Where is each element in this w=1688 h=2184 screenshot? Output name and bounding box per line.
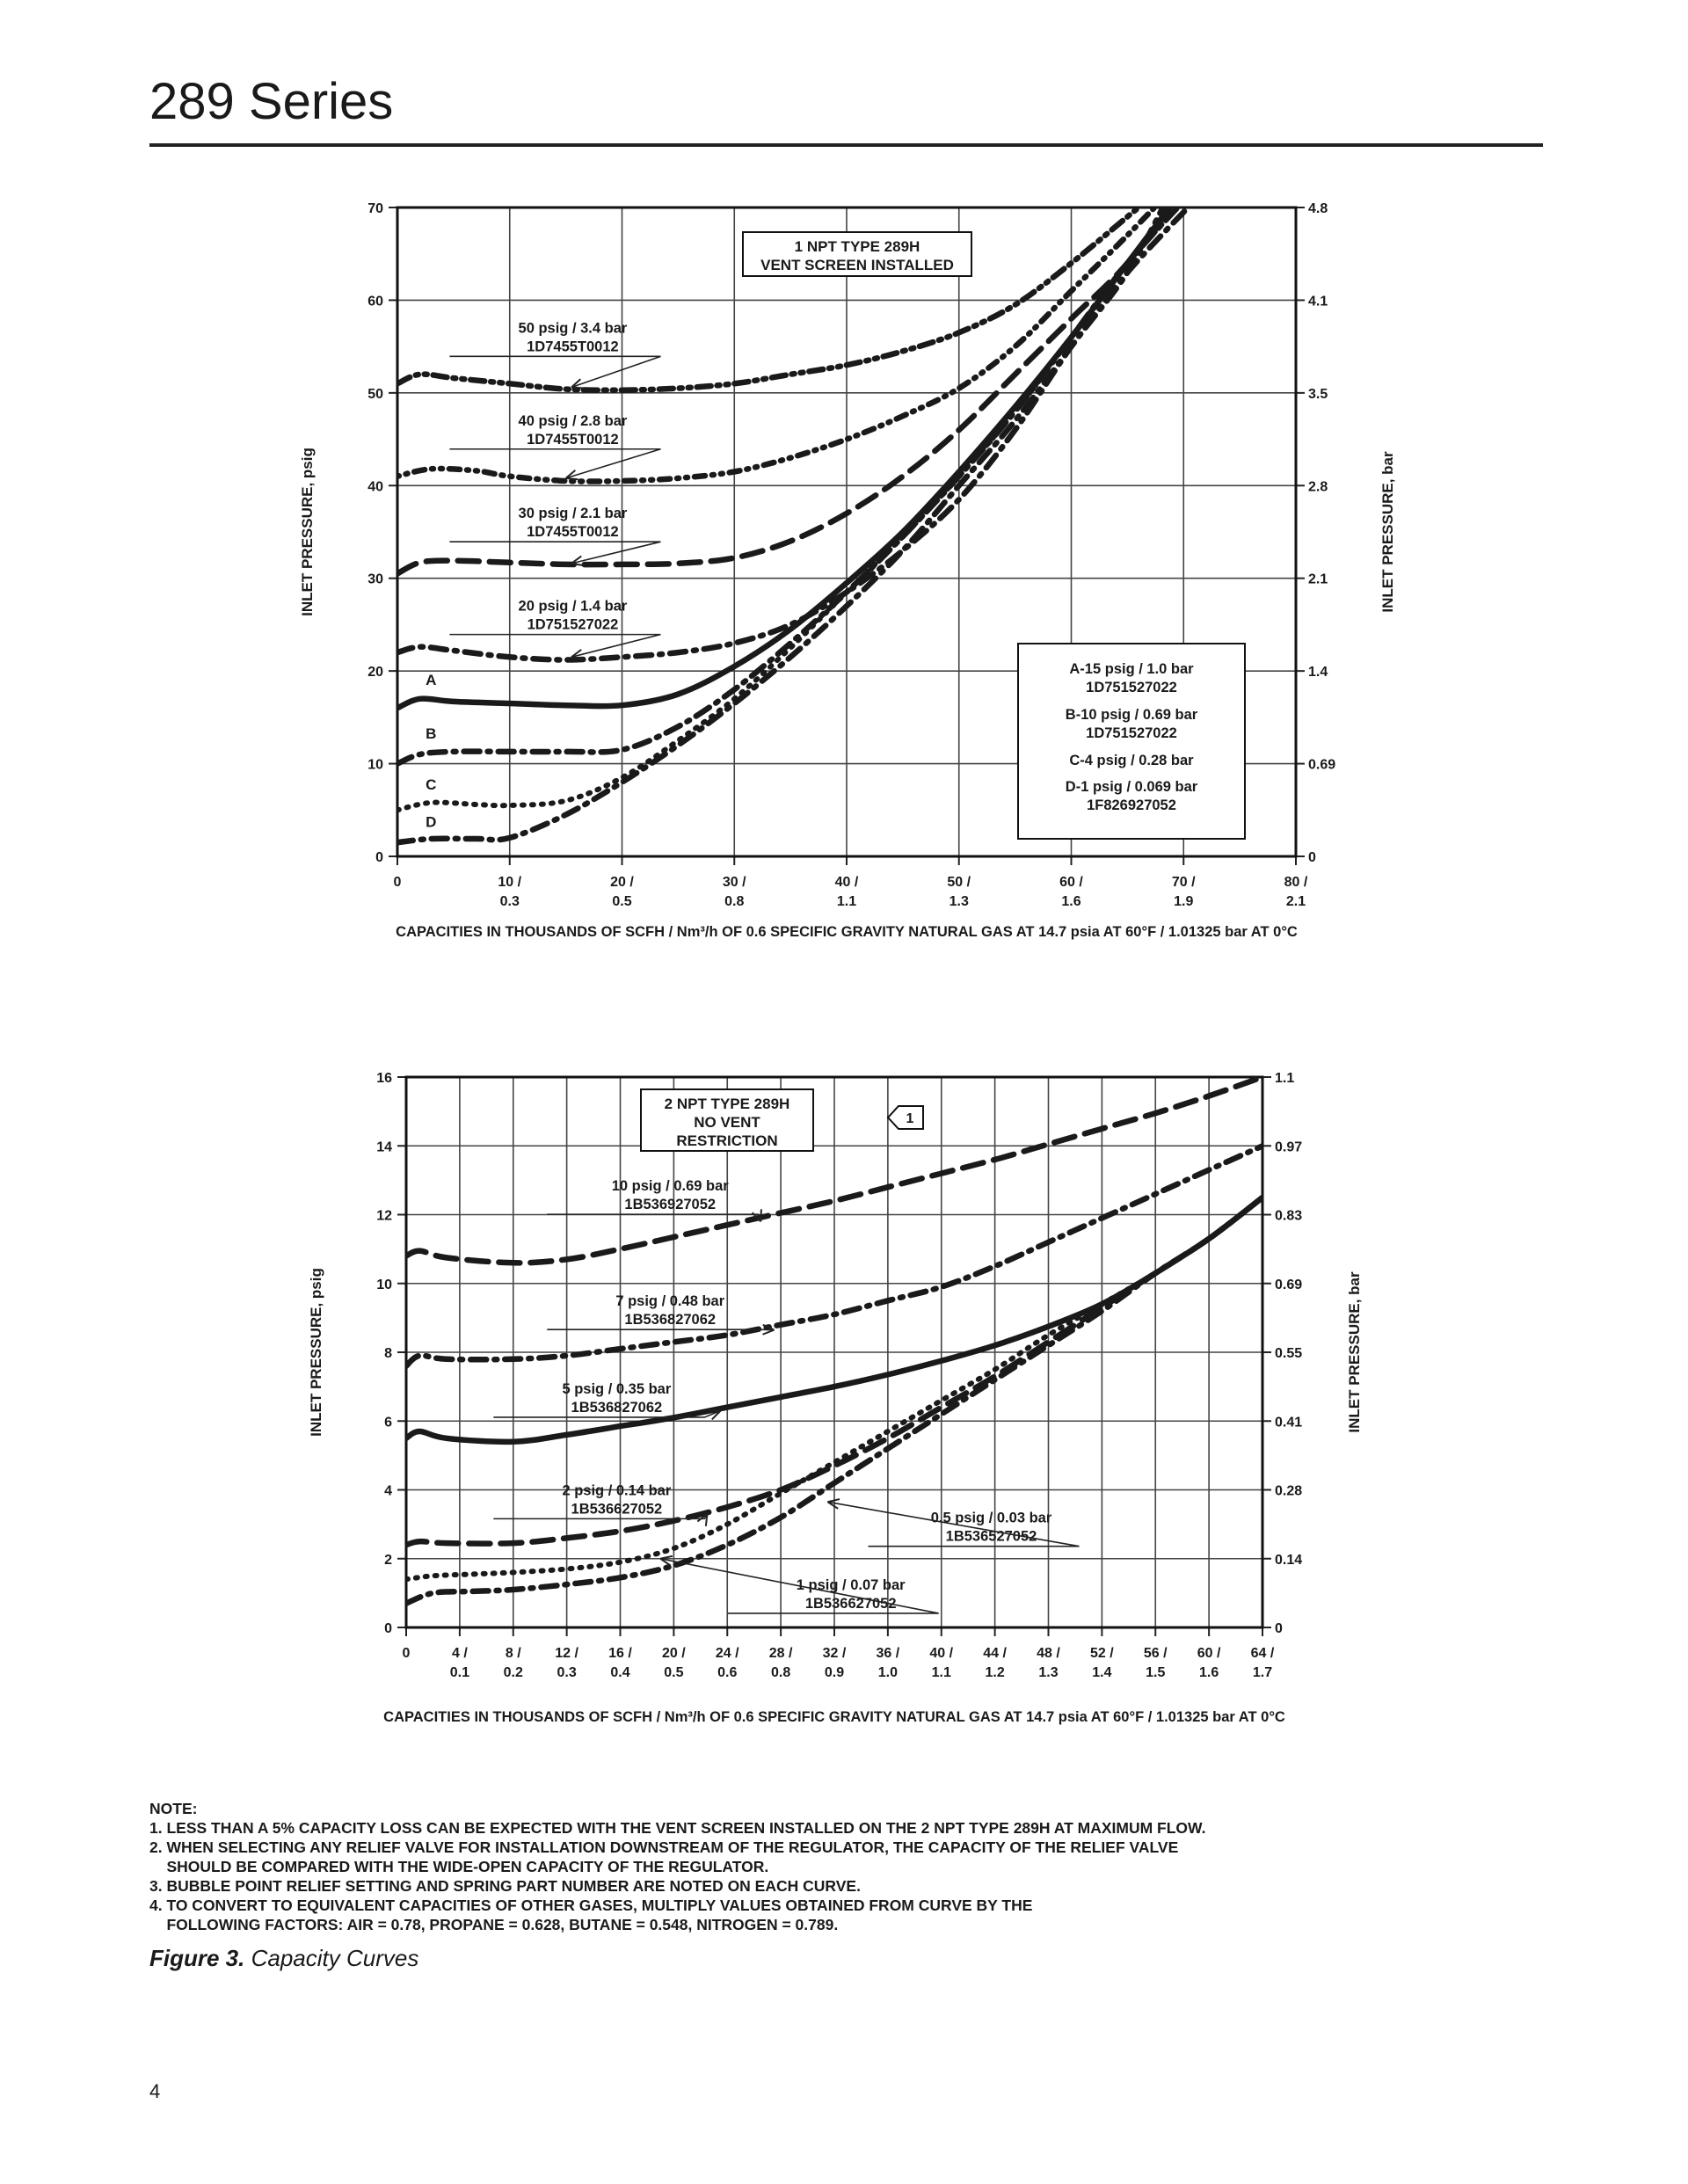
notes-heading: NOTE:	[149, 1800, 198, 1817]
chart-title: 2 NPT TYPE 289H NO VENT RESTRICTION	[664, 1096, 790, 1149]
x-tick-label: 20 / 0.5	[610, 875, 634, 909]
x-tick-label: 24 / 0.6	[715, 1646, 739, 1680]
y-tick-label-right: 0.97	[1275, 1139, 1303, 1155]
x-tick-label: 12 / 0.3	[555, 1646, 578, 1680]
y-tick-label-right: 2.1	[1308, 571, 1328, 587]
x-tick-label: 70 / 1.9	[1171, 875, 1196, 909]
y-tick-label-right: 0	[1275, 1621, 1283, 1636]
y-tick-label-right: 0.41	[1275, 1415, 1303, 1431]
y-tick-label: 0	[375, 850, 383, 865]
note-line: 4. TO CONVERT TO EQUIVALENT CAPACITIES OF OTHER GASES, MULTIPLY VALUES OBTAINED FROM CURVE BY THE	[149, 1896, 1033, 1914]
y-tick-label-right: 0.55	[1275, 1346, 1303, 1361]
y-axis-label: INLET PRESSURE, psig	[299, 448, 316, 616]
x-tick-label: 50 / 1.3	[947, 875, 971, 909]
y-tick-label: 70	[367, 201, 383, 216]
x-tick-label: 48 / 1.3	[1037, 1646, 1060, 1680]
y-tick-label-right: 0.69	[1308, 757, 1336, 773]
y-tick-label: 10	[376, 1277, 392, 1292]
y-tick-label-right: 1.4	[1308, 665, 1328, 681]
y-tick-label-right: 0.14	[1275, 1552, 1303, 1568]
y-tick-label: 60	[367, 294, 383, 309]
y-tick-label: 40	[367, 479, 383, 495]
notes-block	[149, 1799, 1205, 1934]
x-tick-label: 52 / 1.4	[1090, 1646, 1114, 1680]
callout-label: 1 psig / 0.07 bar 1B536627052	[796, 1576, 906, 1612]
capacity-chart-2npt	[0, 1051, 1688, 1754]
x-tick-label: 20 / 0.5	[662, 1646, 686, 1680]
note-line: FOLLOWING FACTORS: AIR = 0.78, PROPANE = 0.628, BUTANE = 0.548, NITROGEN = 0.789.	[149, 1916, 839, 1933]
page-title: 289 Series	[149, 73, 394, 130]
callout-label: 40 psig / 2.8 bar 1D7455T0012	[518, 412, 628, 448]
y-tick-label: 4	[384, 1483, 392, 1499]
curve-letter: A	[426, 671, 437, 688]
figure-label: Figure 3.	[149, 1945, 245, 1971]
y-tick-label-right: 0.69	[1275, 1277, 1303, 1292]
y-tick-label-right: 0.83	[1275, 1208, 1303, 1224]
y-tick-label-right: 3.5	[1308, 386, 1328, 402]
y-tick-label: 8	[384, 1346, 392, 1361]
callout-label: 50 psig / 3.4 bar 1D7455T0012	[518, 320, 628, 355]
x-tick-label: 56 / 1.5	[1143, 1646, 1168, 1680]
callout-label: 2 psig / 0.14 bar 1B536627052	[562, 1482, 672, 1518]
x-tick-label: 32 / 0.9	[822, 1646, 847, 1680]
figure-caption-text: Capacity Curves	[244, 1945, 419, 1971]
page-number: 4	[149, 2080, 161, 2102]
y-axis-label-right: INLET PRESSURE, bar	[1379, 451, 1396, 613]
x-tick-label: 40 / 1.1	[834, 875, 859, 909]
callout-label: 5 psig / 0.35 bar 1B536827062	[562, 1380, 672, 1416]
legend-entry: D-1 psig / 0.069 bar	[1065, 779, 1198, 795]
figure-caption	[149, 1945, 418, 1972]
y-tick-label: 2	[384, 1552, 392, 1568]
callout-label: 30 psig / 2.1 bar 1D7455T0012	[518, 506, 628, 541]
curve-letter: B	[426, 725, 437, 743]
y-axis-label-right: INLET PRESSURE, bar	[1346, 1271, 1363, 1433]
y-tick-label: 20	[367, 665, 383, 681]
x-tick-label: 60 / 1.6	[1059, 875, 1083, 909]
x-tick-label: 28 / 0.8	[768, 1646, 793, 1680]
chart-title: 1 NPT TYPE 289H VENT SCREEN INSTALLED	[760, 238, 954, 273]
callout-label: 0.5 psig / 0.03 bar 1B536527052	[930, 1510, 1052, 1545]
x-tick-label: 4 / 0.1	[449, 1646, 469, 1680]
x-axis-label: CAPACITIES IN THOUSANDS OF SCFH / Nm³/h OF 0.6 SPECIFIC GRAVITY NATURAL GAS AT 14.7 psia AT 60°F / 1.01325 bar AT 0°C	[396, 924, 1298, 940]
x-tick-label: 44 / 1.2	[983, 1646, 1007, 1680]
y-tick-label-right: 4.1	[1308, 294, 1328, 309]
y-tick-label: 50	[367, 386, 383, 402]
legend-entry: 1D751527022	[1086, 725, 1177, 741]
y-axis-label: INLET PRESSURE, psig	[308, 1268, 324, 1437]
legend-entry: 1F826927052	[1087, 797, 1176, 813]
y-tick-label: 30	[367, 571, 383, 587]
y-tick-label: 10	[367, 757, 383, 773]
x-tick-label: 80 / 2.1	[1284, 875, 1308, 909]
note-line: 1. LESS THAN A 5% CAPACITY LOSS CAN BE EXPECTED WITH THE VENT SCREEN INSTALLED ON THE 2 NPT TYPE 289H AT MAXIMUM FLOW.	[149, 1819, 1206, 1837]
note-line: 3. BUBBLE POINT RELIEF SETTING AND SPRING PART NUMBER ARE NOTED ON EACH CURVE.	[149, 1877, 861, 1895]
y-tick-label-right: 0.28	[1275, 1483, 1303, 1499]
legend-entry: B-10 psig / 0.69 bar	[1065, 707, 1198, 723]
legend-entry: 1D751527022	[1086, 680, 1177, 695]
callout-label: 20 psig / 1.4 bar 1D751527022	[518, 598, 628, 633]
x-tick-label: 0	[402, 1646, 411, 1661]
x-tick-label: 30 / 0.8	[722, 875, 746, 909]
y-tick-label: 12	[376, 1208, 392, 1224]
x-tick-label: 16 / 0.4	[608, 1646, 632, 1680]
y-tick-label: 6	[384, 1415, 392, 1431]
capacity-chart-1npt	[0, 167, 1688, 976]
x-tick-label: 36 / 1.0	[876, 1646, 900, 1680]
header-rule	[149, 143, 1543, 147]
x-tick-label: 8 / 0.2	[503, 1646, 523, 1680]
y-tick-label: 14	[376, 1139, 392, 1155]
x-tick-label: 10 / 0.3	[498, 875, 522, 909]
y-tick-label-right: 0	[1308, 850, 1316, 865]
callout-leader	[547, 1214, 760, 1221]
x-tick-label: 60 / 1.6	[1197, 1646, 1221, 1680]
y-tick-label-right: 4.8	[1308, 201, 1328, 216]
callout-leader	[449, 449, 660, 478]
note-line: SHOULD BE COMPARED WITH THE WIDE-OPEN CAPACITY OF THE REGULATOR.	[149, 1858, 769, 1875]
callout-label: 7 psig / 0.48 bar 1B536827062	[615, 1293, 725, 1329]
legend-entry: A-15 psig / 1.0 bar	[1069, 661, 1194, 677]
curve-letter: D	[426, 813, 437, 831]
x-axis-label: CAPACITIES IN THOUSANDS OF SCFH / Nm³/h OF 0.6 SPECIFIC GRAVITY NATURAL GAS AT 14.7 psia AT 60°F / 1.01325 bar AT 0°C	[383, 1709, 1285, 1725]
x-tick-label: 64 / 1.7	[1250, 1646, 1275, 1680]
y-tick-label: 0	[384, 1621, 392, 1636]
note-marker-number: 1	[906, 1111, 914, 1126]
series-line	[397, 189, 1161, 390]
legend-entry: C-4 psig / 0.28 bar	[1069, 753, 1194, 768]
y-tick-label-right: 2.8	[1308, 479, 1328, 495]
x-tick-label: 40 / 1.1	[929, 1646, 954, 1680]
y-tick-label-right: 1.1	[1275, 1071, 1295, 1086]
callout-label: 10 psig / 0.69 bar 1B536927052	[611, 1178, 729, 1213]
note-line: 2. WHEN SELECTING ANY RELIEF VALVE FOR INSTALLATION DOWNSTREAM OF THE REGULATOR, THE CAPACITY OF THE RELIEF VALVE	[149, 1838, 1179, 1856]
curve-letter: C	[426, 776, 437, 794]
x-tick-label: 0	[393, 875, 402, 890]
y-tick-label: 16	[376, 1071, 392, 1086]
